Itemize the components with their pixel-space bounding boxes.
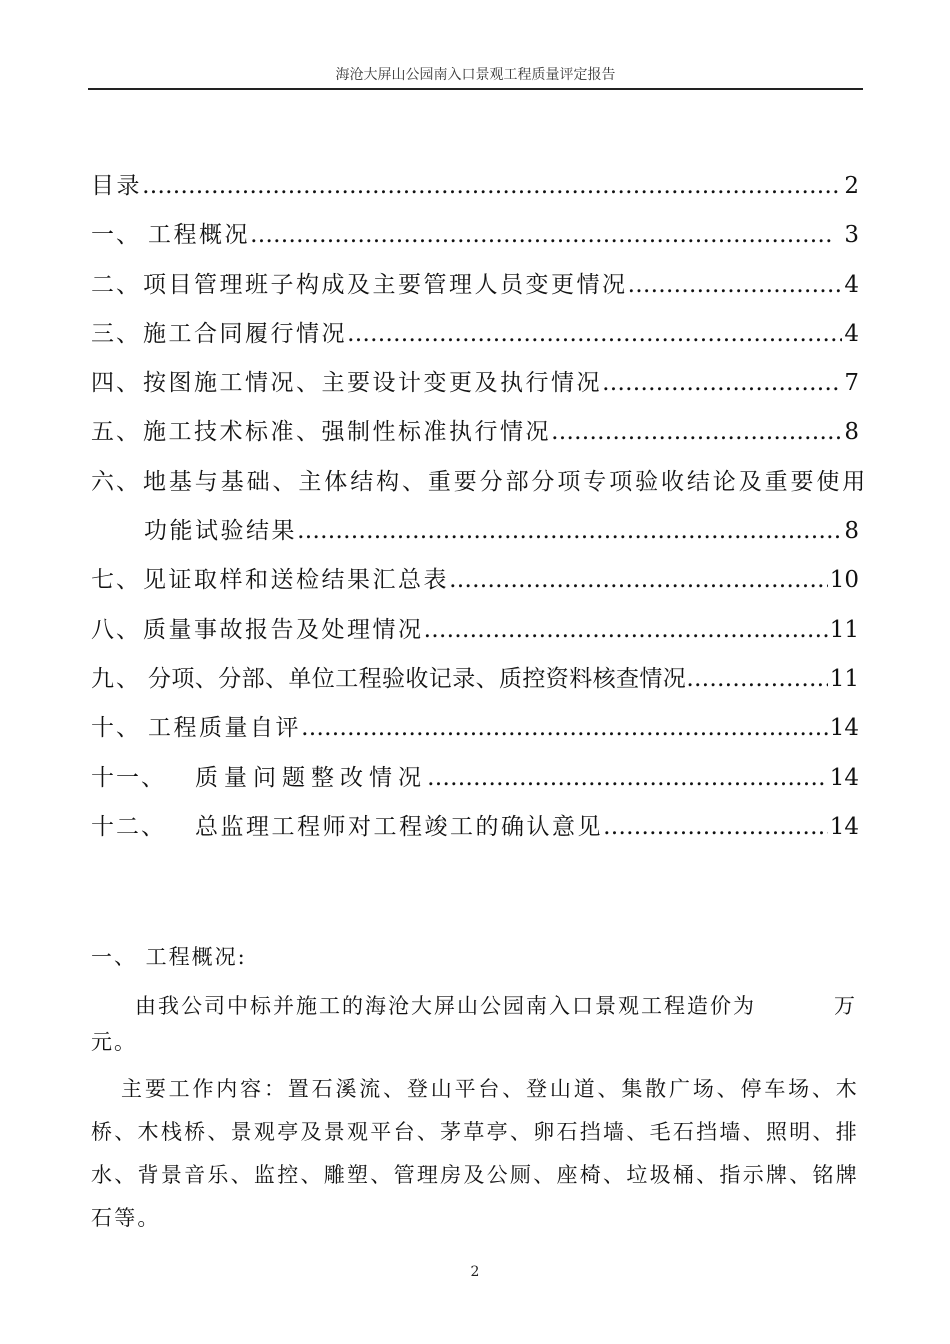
toc-entry-6-continued[interactable] xyxy=(91,511,859,560)
toc-leader-dots xyxy=(551,412,842,452)
page-header xyxy=(88,66,863,90)
toc-entry-11[interactable] xyxy=(91,758,859,807)
toc-leader-dots xyxy=(297,511,842,551)
toc-entry-title: 总监理工程师对工程竣工的确认意见 xyxy=(195,813,603,840)
toc-entry-contents[interactable] xyxy=(91,166,859,215)
section-heading: 一、 工程概况: xyxy=(91,945,247,969)
toc-entry-title: 地基与基础、主体结构、重要分部分项专项验收结论及重要使用 xyxy=(143,468,869,495)
toc-entry-title: 质量问题整改情况 xyxy=(195,764,427,791)
toc-entry-page: 2 xyxy=(844,173,859,199)
toc-entry-title: 项目管理班子构成及主要管理人员变更情况 xyxy=(143,271,628,298)
toc-entry-title: 按图施工情况、主要设计变更及执行情况 xyxy=(143,370,602,397)
toc-leader-dots xyxy=(686,659,828,699)
toc-entry-title: 质量事故报告及处理情况 xyxy=(143,616,424,643)
toc-leader-dots xyxy=(424,610,828,650)
header-title: 海沧大屏山公园南入口景观工程质量评定报告 xyxy=(335,67,616,83)
toc-entry-12[interactable] xyxy=(91,807,859,856)
toc-entry-8[interactable] xyxy=(91,610,859,659)
toc-leader-dots xyxy=(603,807,828,847)
toc-entry-title: 目录 xyxy=(91,173,142,199)
toc-leader-dots xyxy=(449,560,828,600)
toc-leader-dots xyxy=(250,215,832,255)
toc-entry-5[interactable] xyxy=(91,412,859,461)
toc-entry-page: 4 xyxy=(844,320,859,347)
toc-entry-number: 九、 xyxy=(91,665,141,692)
toc-entry-number: 十二、 xyxy=(91,813,166,840)
toc-entry-page: 8 xyxy=(844,419,859,446)
toc-entry-page: 7 xyxy=(844,370,859,397)
section-project-overview xyxy=(91,940,859,1240)
toc-entry-number: 一、 xyxy=(91,222,141,249)
toc-entry-page: 3 xyxy=(844,222,859,249)
toc-entry-number: 七、 xyxy=(91,567,141,594)
toc-entry-page: 11 xyxy=(829,665,859,692)
table-of-contents xyxy=(91,166,869,856)
toc-entry-page: 14 xyxy=(829,813,859,840)
toc-entry-number: 三、 xyxy=(91,320,141,347)
toc-entry-7[interactable] xyxy=(91,560,859,609)
project-cost-text: 由我公司中标并施工的海沧大屏山公园南入口景观工程造价为 xyxy=(135,994,756,1018)
toc-entry-2[interactable] xyxy=(91,265,859,314)
toc-entry-title: 施工技术标准、强制性标准执行情况 xyxy=(143,419,551,446)
toc-entry-title: 工程质量自评 xyxy=(148,715,301,742)
toc-leader-dots xyxy=(602,363,842,403)
toc-entry-3[interactable] xyxy=(91,314,859,363)
toc-leader-dots xyxy=(347,314,842,354)
toc-entry-title: 分项、分部、单位工程验收记录、质控资料核查情况 xyxy=(148,665,687,692)
main-work-content-paragraph: 主要工作内容：置石溪流、登山平台、登山道、集散广场、停车场、木桥、木栈桥、景观亭及景观平台、茅草亭、卵石挡墙、毛石挡墙、照明、排水、背景音乐、监控、雕塑、管理房及公厕、座椅、垃圾桶、指示牌、铭牌石等。 xyxy=(91,1077,859,1230)
toc-entry-10[interactable] xyxy=(91,708,859,757)
toc-entry-4[interactable] xyxy=(91,363,859,412)
toc-entry-page: 4 xyxy=(844,271,859,298)
project-cost-continuation: 元。 xyxy=(91,1030,137,1054)
toc-leader-dots xyxy=(628,265,843,305)
toc-entry-page: 10 xyxy=(829,567,859,594)
toc-entry-number: 六、 xyxy=(91,468,141,495)
toc-entry-title: 工程概况 xyxy=(148,222,250,249)
page-number: 2 xyxy=(470,1264,480,1280)
toc-entry-9[interactable] xyxy=(91,659,859,708)
toc-leader-dots xyxy=(427,758,828,798)
project-cost-unit: 万 xyxy=(834,994,857,1018)
toc-entry-title: 施工合同履行情况 xyxy=(143,320,347,347)
toc-entry-title: 功能试验结果 xyxy=(144,518,297,545)
toc-entry-number: 四、 xyxy=(91,370,141,397)
toc-entry-page: 14 xyxy=(829,715,859,742)
toc-entry-6[interactable] xyxy=(91,462,869,511)
toc-entry-number: 十、 xyxy=(91,715,141,742)
toc-entry-page: 14 xyxy=(829,764,859,791)
toc-entry-1[interactable] xyxy=(91,215,859,264)
toc-entry-title: 见证取样和送检结果汇总表 xyxy=(143,567,449,594)
toc-entry-number: 十一、 xyxy=(91,764,166,791)
toc-entry-page: 8 xyxy=(844,518,859,545)
toc-entry-number: 八、 xyxy=(91,616,141,643)
project-cost-paragraph xyxy=(91,988,859,1024)
toc-entry-number: 五、 xyxy=(91,419,141,446)
toc-leader-dots xyxy=(301,708,828,748)
toc-leader-dots xyxy=(142,166,842,206)
toc-entry-page: 11 xyxy=(829,616,859,643)
toc-entry-number: 二、 xyxy=(91,271,141,298)
